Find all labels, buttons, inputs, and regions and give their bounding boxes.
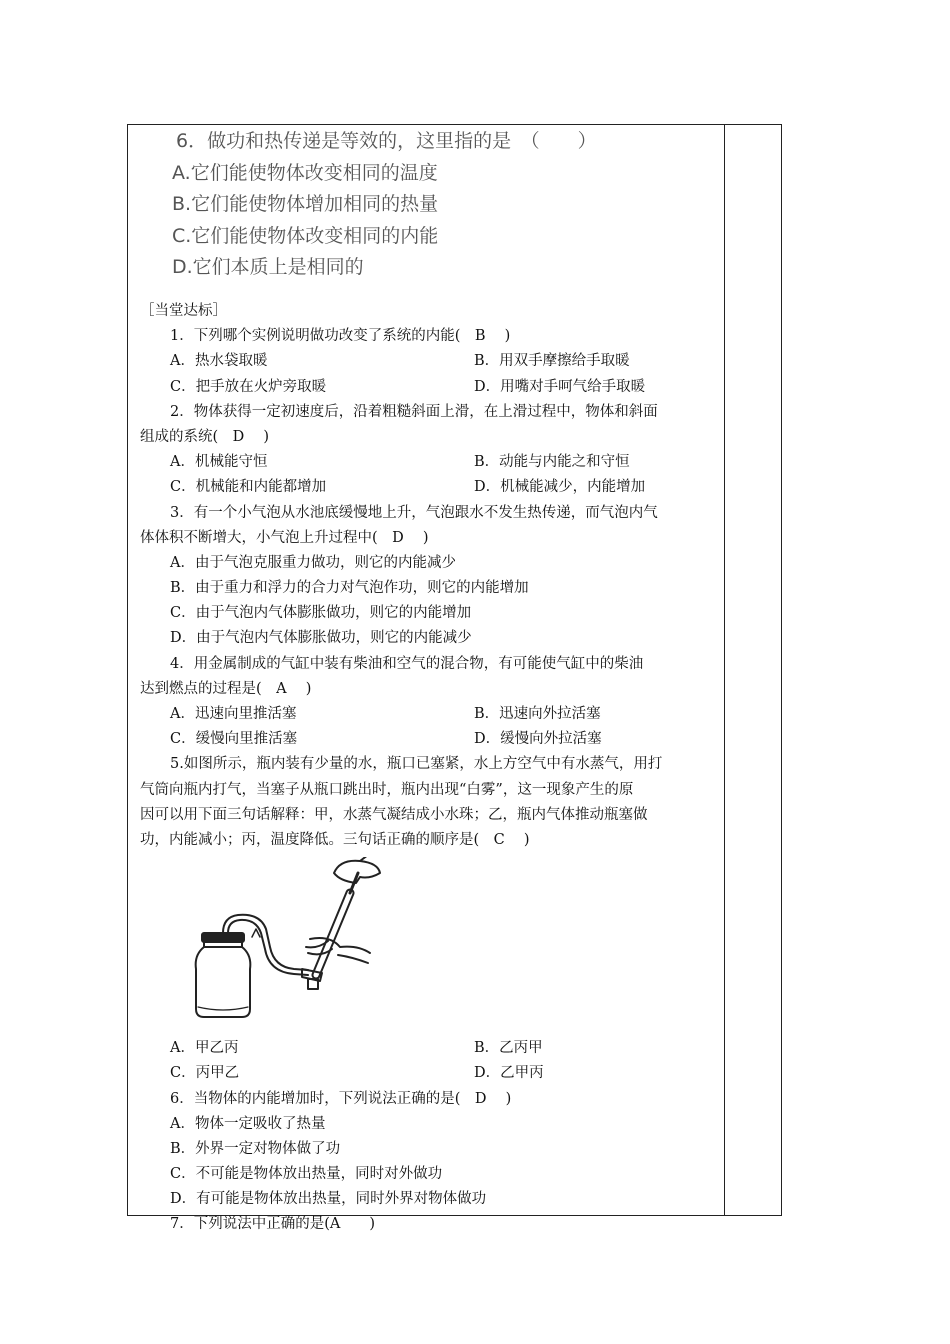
option: C．机械能和内能都增加: [170, 479, 327, 496]
option: D．有可能是物体放出热量，同时外界对物体做功: [170, 1191, 487, 1208]
question-4-stem-cont: 达到燃点的过程是( A ): [140, 680, 312, 697]
question-5-stem-cont: 因可以用下面三句话解释：甲，水蒸气凝结成小水珠；乙，瓶内气体推动瓶塞做: [140, 806, 648, 823]
review-q6-option-b: B.它们能使物体增加相同的热量: [172, 193, 439, 215]
question-1-options-row-2: [140, 375, 720, 400]
review-q6-option-d: D.它们本质上是相同的: [172, 256, 364, 278]
question-4-options-row-1: [140, 702, 720, 727]
option: B．外界一定对物体做了功: [170, 1140, 341, 1157]
question-2-options-row-1: [140, 450, 720, 475]
question-3-stem: 3．有一个小气泡从水池底缓慢地上升，气泡跟水不发生热传递，而气泡内气: [170, 504, 658, 521]
option: A．机械能守恒: [170, 454, 268, 471]
option: C．丙甲乙: [170, 1065, 240, 1082]
question-5-stem-cont: 气筒向瓶内打气，当塞子从瓶口跳出时，瓶内出现“白雾”，这一现象产生的原: [140, 781, 634, 798]
question-1-stem: 1．下列哪个实例说明做功改变了系统的内能( B ): [170, 328, 511, 345]
question-1-options-row-1: [140, 349, 720, 374]
question-2-options-row-2: [140, 475, 720, 500]
option: B．乙丙甲: [474, 1040, 543, 1057]
option: D．缓慢向外拉活塞: [474, 731, 602, 748]
option: A．热水袋取暖: [170, 353, 268, 370]
question-2-stem: 2．物体获得一定初速度后，沿着粗糙斜面上滑，在上滑过程中，物体和斜面: [170, 403, 658, 420]
section-title: ［当堂达标］: [140, 303, 227, 319]
option: B．用双手摩擦给手取暖: [474, 353, 630, 370]
option: B．动能与内能之和守恒: [474, 454, 630, 471]
pump-bottle-illustration: [190, 857, 390, 1032]
option: C．不可能是物体放出热量，同时对外做功: [170, 1166, 443, 1183]
question-5-stem-cont: 功，内能减小；丙，温度降低。三句话正确的顺序是( C ): [140, 831, 530, 848]
column-divider: [724, 124, 725, 1216]
pump-bottle-figure: [140, 853, 720, 1036]
option: C．由于气泡内气体膨胀做功，则它的内能增加: [170, 605, 472, 622]
question-3-stem-cont: 体体积不断增大，小气泡上升过程中( D ): [140, 529, 429, 546]
option: C．缓慢向里推活塞: [170, 731, 298, 748]
option: A．物体一定吸收了热量: [170, 1115, 326, 1132]
exercise-content: [140, 299, 720, 1238]
question-5-options-row-2: [140, 1061, 720, 1086]
option: A．由于气泡克服重力做功，则它的内能减少: [170, 554, 456, 571]
option: A．甲乙丙: [170, 1040, 239, 1057]
option: D．乙甲丙: [474, 1065, 544, 1082]
question-5-options-row-1: [140, 1036, 720, 1061]
question-6-stem: 6．当物体的内能增加时，下列说法正确的是( D ): [170, 1090, 512, 1107]
option: A．迅速向里推活塞: [170, 706, 297, 722]
question-2-stem-cont: 组成的系统( D ): [140, 428, 270, 445]
option: B．迅速向外拉活塞: [474, 706, 601, 722]
option: B．由于重力和浮力的合力对气泡作功，则它的内能增加: [170, 580, 529, 597]
review-q6-option-a: A.它们能使物体改变相同的温度: [172, 161, 438, 184]
review-q6-option-c: C.它们能使物体改变相同的内能: [172, 224, 439, 247]
question-4-options-row-2: [140, 727, 720, 752]
option: D．由于气泡内气体膨胀做功，则它的内能减少: [170, 630, 472, 647]
question-4-stem: 4．用金属制成的气缸中装有柴油和空气的混合物，有可能使气缸中的柴油: [170, 655, 644, 672]
question-5-stem: 5.如图所示，瓶内装有少量的水，瓶口已塞紧，水上方空气中有水蒸气，用打: [170, 756, 663, 773]
option: C．把手放在火炉旁取暖: [170, 378, 327, 395]
review-question-6: [172, 126, 597, 284]
option: D．机械能减少，内能增加: [474, 479, 646, 496]
option: D．用嘴对手呵气给手取暖: [474, 378, 646, 395]
review-q6-stem: 6．做功和热传递是等效的，这里指的是 （ ）: [176, 130, 597, 152]
question-7-stem: 7．下列说法中正确的是(A ): [170, 1216, 376, 1233]
